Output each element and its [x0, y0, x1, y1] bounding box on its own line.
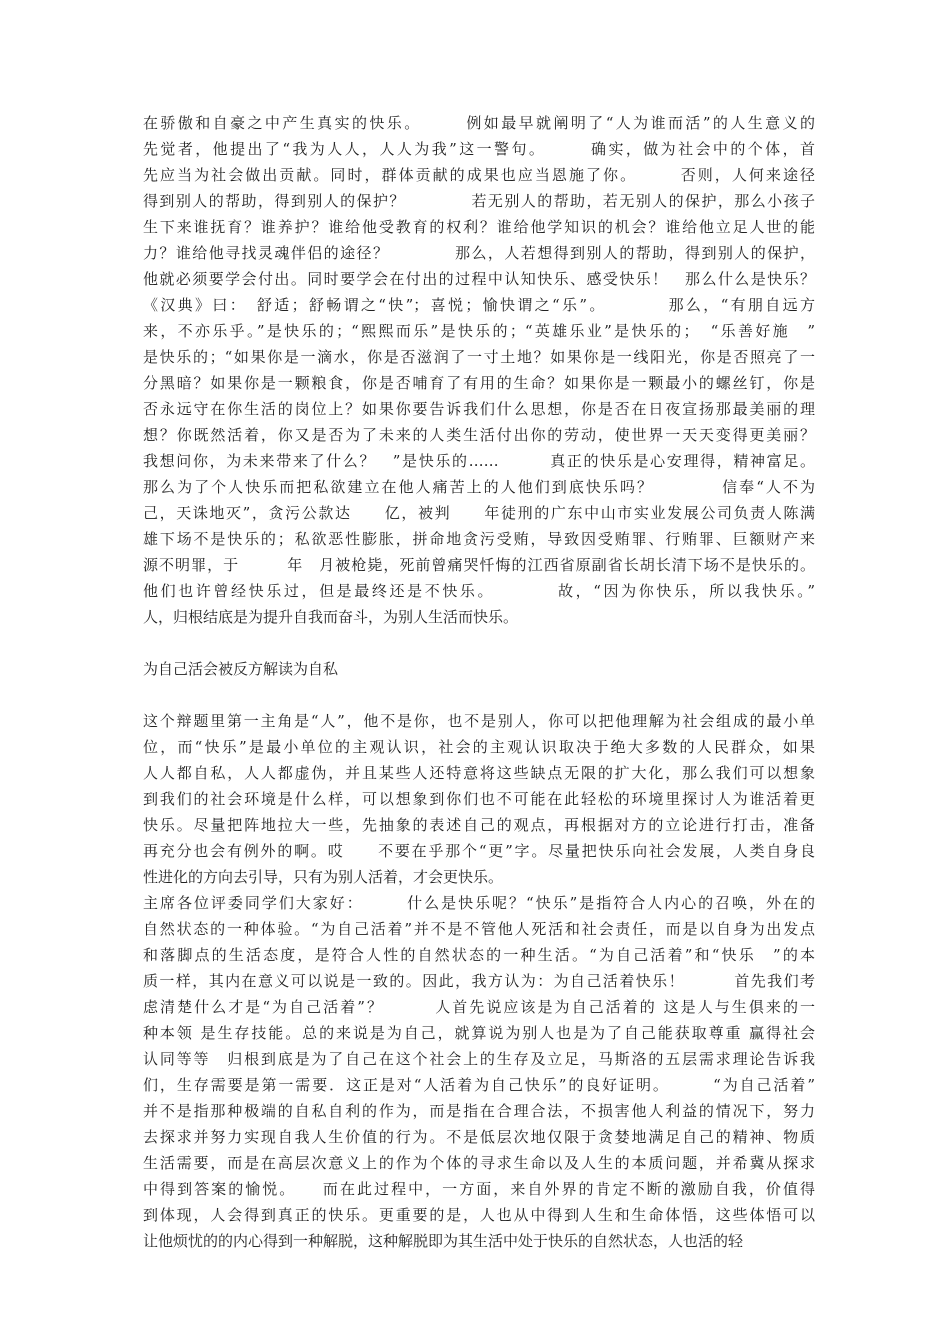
text-line: 我想问你，为未来带来了什么？ ”是快乐的…… 真正的快乐是心安理得，精神富足。: [143, 452, 815, 470]
text-line: 先应当为社会做出贡献。同时，群体贡献的成果也应当恩施了你。 否则，人何来途径: [143, 166, 815, 184]
text-line: 他就必须要学会付出。同时要学会在付出的过程中认知快乐、感受快乐！ 那么什么是快乐？: [143, 270, 815, 288]
paragraph-3: [143, 890, 815, 1254]
text-line: 们，生存需要是第一需要．这正是对“人活着为自己快乐”的良好证明。 “为自己活着”: [143, 1076, 815, 1094]
paragraph-1: [143, 110, 815, 630]
text-line: 是快乐的；“如果你是一滴水，你是否滋润了一寸土地？如果你是一线阳光，你是否照亮了一: [143, 348, 815, 366]
text-line: 源不明罪，于 年 月被枪毙，死前曾痛哭忏悔的江西省原副省长胡长清下场不是快乐的。: [143, 556, 815, 574]
text-line: 并不是指那种极端的自私自利的作为，而是指在合理合法，不损害他人利益的情况下，努力: [143, 1102, 815, 1120]
text-line: 在骄傲和自豪之中产生真实的快乐。 例如最早就阐明了“人为谁而活”的人生意义的: [143, 114, 815, 132]
text-line: 先觉者，他提出了“我为人人，人人为我”这一警句。 确实，做为社会中的个体，首: [143, 140, 815, 158]
text-line: 主席各位评委同学们大家好： 什么是快乐呢？“快乐”是指符合人内心的召唤，外在的: [143, 894, 815, 912]
text-line: 他们也许曾经快乐过，但是最终还是不快乐。 故，“因为你快乐，所以我快乐。”: [143, 582, 815, 600]
text-line: 位，而“快乐”是最小单位的主观认识，社会的主观认识取决于绝大多数的人民群众，如果: [143, 738, 815, 756]
text-line: 己，天诛地灭”，贪污公款达 亿，被判 年徒刑的广东中山市实业发展公司负责人陈满: [143, 504, 815, 522]
text-line: 得到别人的帮助，得到别人的保护？ 若无别人的帮助，若无别人的保护，那么小孩子: [143, 192, 815, 210]
text-line: 生下来谁抚育？谁养护？谁给他受教育的权利？谁给他学知识的机会？谁给他立足人世的能: [143, 218, 815, 236]
paragraph-spacer: [143, 630, 815, 656]
text-line: 认同等等 归根到底是为了自己在这个社会上的生存及立足，马斯洛的五层需求理论告诉我: [143, 1050, 815, 1068]
text-line: 这个辩题里第一主角是“人”，他不是你，也不是别人，你可以把他理解为社会组成的最小单: [143, 712, 815, 730]
text-line: 人，归根结底是为提升自我而奋斗，为别人生活而快乐。: [143, 608, 519, 626]
text-line: 想？你既然活着，你又是否为了未来的人类生活付出你的劳动，使世界一天天变得更美丽？: [143, 426, 815, 444]
text-line: 质一样，其内在意义可以说是一致的。因此，我方认为：为自己活着快乐！ 首先我们考: [143, 972, 815, 990]
text-line: 否永远守在你生活的岗位上？如果你要告诉我们什么思想，你是否在日夜宣扬那最美丽的理: [143, 400, 815, 418]
text-line: 中得到答案的愉悦。 而在此过程中，一方面，来自外界的肯定不断的激励自我，价值得: [143, 1180, 815, 1198]
text-line: 和落脚点的生活态度，是符合人性的自然状态的一种生活。“为自己活着”和“快乐 ”的本: [143, 946, 815, 964]
text-line: 那么为了个人快乐而把私欲建立在他人痛苦上的人他们到底快乐吗？ 信奉“人不为: [143, 478, 815, 496]
section-heading: 为自己活会被反方解读为自私: [143, 660, 339, 678]
text-line: 种本领 是生存技能。总的来说是为自己，就算说为别人也是为了自己能获取尊重 赢得社会: [143, 1024, 815, 1042]
text-line: 到体现，人会得到真正的快乐。更重要的是，人也从中得到人生和生命体悟，这些体悟可以: [143, 1206, 815, 1224]
text-line: 雄下场不是快乐的；私欲恶性膨胀，拼命地贪污受贿，导致因受贿罪、行贿罪、巨额财产来: [143, 530, 815, 548]
text-line: 生活需要，而是在高层次意义上的作为个体的寻求生命以及人生的本质问题，并希冀从探求: [143, 1154, 815, 1172]
text-line: 去探求并努力实现自我人生价值的行为。不是低层次地仅限于贪婪地满足自己的精神、物质: [143, 1128, 815, 1146]
text-line: 力？谁给他寻找灵魂伴侣的途径？ 那么，人若想得到别人的帮助，得到别人的保护，: [143, 244, 815, 262]
text-line: 到我们的社会环境是什么样，可以想象到你们也不可能在此轻松的环境里探讨人为谁活着更: [143, 790, 815, 808]
text-line: 来，不亦乐乎。”是快乐的；“熙熙而乐”是快乐的；“英雄乐业”是快乐的； “乐善好施 ”: [143, 322, 815, 340]
text-line: 《汉典》曰： 舒适；舒畅谓之“快”；喜悦；愉快谓之“乐”。 那么，“有朋自远方: [143, 296, 815, 314]
text-line: 人人都自私，人人都虚伪，并且某些人还特意将这些缺点无限的扩大化，那么我们可以想象: [143, 764, 815, 782]
text-line: 虑清楚什么才是“为自己活着”？ 人首先说应该是为自己活着的 这是人与生俱来的一: [143, 998, 815, 1016]
paragraph-spacer: [143, 682, 815, 708]
document-page: [143, 110, 815, 1254]
text-line: 自然状态的一种体验。“为自己活着”并不是不管他人死活和社会责任，而是以自身为出发点: [143, 920, 815, 938]
text-line: 分黑暗？如果你是一颗粮食，你是否哺育了有用的生命？如果你是一颗最小的螺丝钉，你是: [143, 374, 815, 392]
text-line: 让他烦忧的的内心得到一种解脱，这种解脱即为其生活中处于快乐的自然状态，人也活的轻: [143, 1232, 744, 1250]
paragraph-2: [143, 708, 815, 890]
text-line: 再充分也会有例外的啊。哎 不要在乎那个“更”字。尽量把快乐向社会发展，人类自身良: [143, 842, 815, 860]
text-line: 快乐。尽量把阵地拉大一些，先抽象的表述自己的观点，再根据对方的立论进行打击，准备: [143, 816, 815, 834]
text-line: 性进化的方向去引导，只有为别人活着，才会更快乐。: [143, 868, 504, 886]
